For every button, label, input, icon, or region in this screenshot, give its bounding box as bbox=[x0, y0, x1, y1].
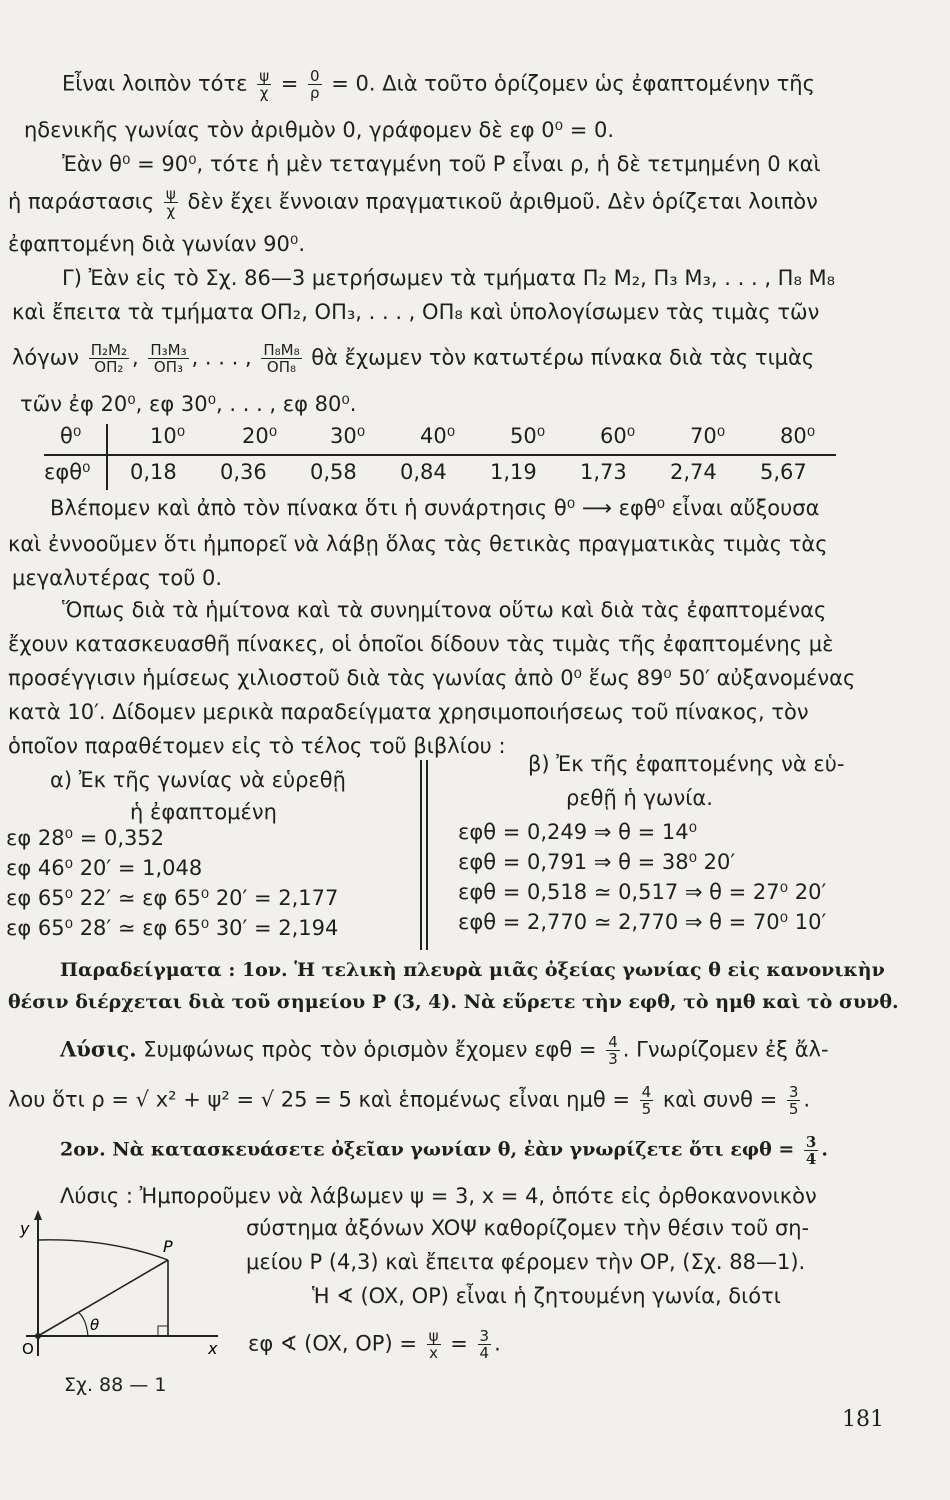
example-2-line-5: εφ ∢ (OX, OP) = $\frac{\psi}{x}$ = $\frac{3}{4}$ . bbox=[248, 1327, 501, 1362]
intro-line-6: Γ) Ἐὰν εἰς τὸ Σχ. 86—3 μετρήσωμεν τὰ τμήματα Π₂ M₂, Π₃ M₃, . . . , Π₈ M₈ bbox=[62, 266, 836, 290]
example-a-row: εφ 46⁰ 20′ = 1,048 bbox=[6, 856, 203, 880]
example-a-row: εφ 65⁰ 22′ ≃ εφ 65⁰ 20′ = 2,177 bbox=[6, 886, 339, 910]
column-rule bbox=[426, 760, 428, 950]
example-1-solution: Λύσις. Συμφώνως πρὸς τὸν ὁρισμὸν ἔχομεν εφθ = $\frac{4}{3}$ . Γνωρίζομεν ἐξ ἄλ- bbox=[60, 1033, 829, 1068]
table-cell: 40⁰ bbox=[420, 424, 456, 448]
theta-label: θ bbox=[90, 1316, 100, 1334]
intro-line-7: καὶ ἔπειτα τὰ τμήματα OΠ₂, OΠ₃, . . . , OΠ₈ καὶ ὑπολογίσωμεν τὰς τιμὰς τῶν bbox=[12, 300, 820, 324]
para-line-6: προσέγγισιν ἡμίσεως χιλιοστοῦ διὰ τὰς γωνίας ἀπὸ 0⁰ ἕως 89⁰ 50′ αὐξανομένας bbox=[8, 666, 856, 690]
table-cell: 80⁰ bbox=[780, 424, 816, 448]
y-label: y bbox=[20, 1219, 30, 1238]
column-rule bbox=[420, 760, 422, 950]
table-row-values bbox=[30, 460, 840, 490]
example-b-row: εφθ = 2,770 ≃ 2,770 ⇒ θ = 70⁰ 10′ bbox=[458, 910, 827, 934]
table-divider bbox=[44, 454, 836, 456]
intro-line-4: ἡ παράστασις $\frac{\psi}{\chi}$ δὲν ἔχει ἔννοιαν πραγματικοῦ ἀριθμοῦ. Δὲν ὁρίζεται λοιπὸν bbox=[8, 185, 818, 220]
intro-line-9: τῶν ἐφ 20⁰, εφ 30⁰, . . . , εφ 80⁰. bbox=[20, 392, 357, 416]
example-1-solution-2: λου ὅτι ρ = √ x² + ψ² = √ 25 = 5 καὶ ἑπομένως εἶναι ημθ = $\frac{4}{5}$ καὶ συνθ = $\frac{3}{5}$ . bbox=[8, 1083, 811, 1118]
table-cell: 0,18 bbox=[130, 460, 177, 484]
intro-line-5: ἐφαπτομένη διὰ γωνίαν 90⁰. bbox=[8, 232, 305, 256]
para-line-3: μεγαλυτέρας τοῦ 0. bbox=[12, 566, 223, 590]
page-number: 181 bbox=[842, 1407, 884, 1432]
figure-caption: Σχ. 88 — 1 bbox=[64, 1374, 167, 1396]
table-cell: 5,67 bbox=[760, 460, 807, 484]
table-cell: 1,73 bbox=[580, 460, 627, 484]
para-line-7: κατὰ 10′. Δίδομεν μερικὰ παραδείγματα χρησιμοποιήσεως τοῦ πίνακος, τὸν bbox=[8, 700, 809, 724]
row-label-theta: θ⁰ bbox=[60, 424, 82, 448]
para-line-8: ὁποῖον παραθέτομεν εἰς τὸ τέλος τοῦ βιβλίου : bbox=[8, 734, 506, 758]
para-line-5: ἔχουν κατασκευασθῆ πίνακες, οἱ ὁποῖοι δίδουν τὰς τιμὰς τῆς ἐφαπτομένης μὲ bbox=[8, 632, 834, 656]
example-a-row: εφ 28⁰ = 0,352 bbox=[6, 826, 165, 850]
angle-arc bbox=[78, 1312, 88, 1336]
p-label: P bbox=[163, 1237, 173, 1256]
para-line-1: Βλέπομεν καὶ ἀπὸ τὸν πίνακα ὅτι ἡ συνάρτησις θ⁰ ⟶ εφθ⁰ εἶναι αὔξουσα bbox=[50, 496, 820, 520]
intro-line-3: Ἐὰν θ⁰ = 90⁰, τότε ἡ μὲν τεταγμένη τοῦ P εἶναι ρ, ἡ δὲ τετμημένη 0 καὶ bbox=[62, 152, 821, 176]
table-cell: 1,19 bbox=[490, 460, 537, 484]
y-axis-arrow-icon bbox=[34, 1210, 42, 1220]
example-a-row: εφ 65⁰ 28′ ≃ εφ 65⁰ 30′ = 2,194 bbox=[6, 916, 339, 940]
o-label: O bbox=[22, 1340, 34, 1358]
segment-op bbox=[38, 1260, 168, 1336]
intro-line-2: ηδενικῆς γωνίας τὸν ἀριθμὸν 0, γράφομεν δὲ εφ 0⁰ = 0. bbox=[24, 118, 615, 142]
examples-a-title-2: ἡ ἐφαπτομένη bbox=[130, 800, 277, 824]
example-2-line-3: μείου P (4,3) καὶ ἔπειτα φέρομεν τὴν OP, (Σχ. 88—1). bbox=[246, 1250, 806, 1274]
example-b-row: εφθ = 0,791 ⇒ θ = 38⁰ 20′ bbox=[458, 850, 736, 874]
table-cell: 0,84 bbox=[400, 460, 447, 484]
table-cell: 2,74 bbox=[670, 460, 717, 484]
table-cell: 10⁰ bbox=[150, 424, 186, 448]
example-2-line-2: σύστημα ἀξόνων XOΨ καθορίζομεν τὴν θέσιν τοῦ ση- bbox=[246, 1216, 810, 1240]
example-b-row: εφθ = 0,518 ≃ 0,517 ⇒ θ = 27⁰ 20′ bbox=[458, 880, 827, 904]
origin-point bbox=[35, 1333, 41, 1339]
table-row-angles bbox=[30, 424, 840, 454]
row-label-tan: εφθ⁰ bbox=[44, 460, 91, 484]
table-cell: 30⁰ bbox=[330, 424, 366, 448]
right-angle-mark bbox=[158, 1326, 168, 1336]
figure-88-1 bbox=[18, 1208, 238, 1368]
table-cell: 50⁰ bbox=[510, 424, 546, 448]
example-b-row: εφθ = 0,249 ⇒ θ = 14⁰ bbox=[458, 820, 697, 844]
example-1-heading-2: θέσιν διέρχεται διὰ τοῦ σημείου P (3, 4). Νὰ εὕρετε τὴν εφθ, τὸ ημθ καὶ τὸ συνθ. bbox=[8, 991, 899, 1013]
example-1-heading: Παραδείγματα : 1ον. Ἡ τελικὴ πλευρὰ μιᾶς ὀξείας γωνίας θ εἰς κανονικὴν bbox=[60, 959, 885, 981]
table-cell: 0,58 bbox=[310, 460, 357, 484]
example-2-line-1: Λύσις : Ἠμποροῦμεν νὰ λάβωμεν ψ = 3, x = 4, ὁπότε εἰς ὀρθοκανονικὸν bbox=[60, 1184, 817, 1208]
table-cell: 20⁰ bbox=[242, 424, 278, 448]
arc bbox=[38, 1240, 168, 1260]
intro-line-8: λόγων $\frac{\text{Π₂M₂}}{\text{OΠ₂}}$ , $\frac{\text{Π₃M₃}}{\text{OΠ₃}}$ , . . . , $\frac{\text{Π₈M₈}}{\text{OΠ₈}}$ θὰ ἔχωμεν τὸν κατωτέρω πίνακα διὰ τὰς τιμὰς bbox=[12, 341, 815, 376]
table-cell: 70⁰ bbox=[690, 424, 726, 448]
intro-line-1: Εἶναι λοιπὸν τότε $\frac{\psi}{\chi}$ = $\frac{0}{\rho}$ = 0. Διὰ τοῦτο ὁρίζομεν ὡς ἐφαπτομένην τῆς bbox=[62, 67, 815, 102]
example-2-heading: 2ον. Νὰ κατασκευάσετε ὀξεῖαν γωνίαν θ, ἐὰν γνωρίζετε ὅτι εφθ = $\frac{3}{4}$ . bbox=[60, 1133, 828, 1168]
examples-b-title-1: β) Ἐκ τῆς ἐφαπτομένης νὰ εὑ- bbox=[528, 752, 845, 776]
example-2-line-4: Ἡ ∢ (OX, OP) εἶναι ἡ ζητουμένη γωνία, διότι bbox=[312, 1284, 781, 1308]
x-label: x bbox=[208, 1339, 218, 1358]
examples-b-title-2: ρεθῇ ἡ γωνία. bbox=[566, 786, 713, 810]
para-line-2: καὶ ἐννοοῦμεν ὅτι ἠμπορεῖ νὰ λάβῃ ὅλας τὰς θετικὰς πραγματικὰς τιμὰς τὰς bbox=[8, 532, 828, 556]
table-cell: 0,36 bbox=[220, 460, 267, 484]
examples-a-title-1: α) Ἐκ τῆς γωνίας νὰ εὑρεθῇ bbox=[50, 768, 346, 792]
table-cell: 60⁰ bbox=[600, 424, 636, 448]
para-line-4: Ὅπως διὰ τὰ ἡμίτονα καὶ τὰ συνημίτονα οὕτω καὶ διὰ τὰς ἐφαπτομένας bbox=[62, 598, 827, 622]
